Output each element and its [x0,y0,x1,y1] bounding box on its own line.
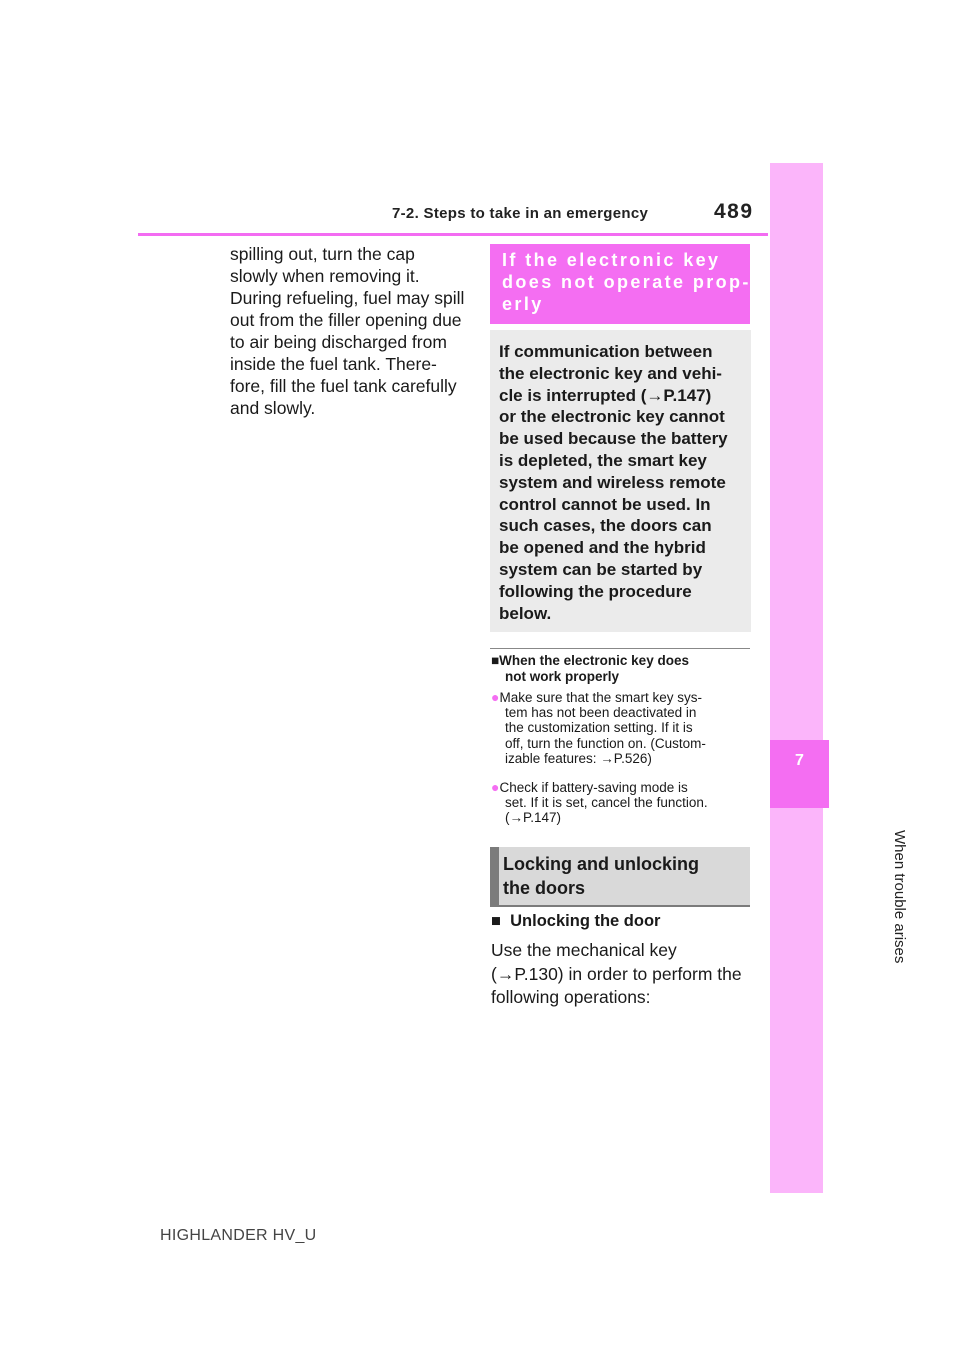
subsection-heading [503,852,743,900]
bullet-line: ●Check if battery-saving mode is [491,779,688,795]
note-heading-line: ■When the electronic key does [491,653,689,668]
note-bullet [491,690,751,766]
text-line: (→P.130) in order to perform the [491,963,742,984]
text-line: During refueling, fuel may spill [230,288,465,308]
bullet-line: the customization setting. If it is [505,720,693,736]
circle-bullet-icon: ● [491,779,500,795]
text-line: spilling out, turn the cap [230,244,415,264]
text-line: to air being discharged from [230,332,447,352]
note-divider [490,648,750,649]
text-line: If communication between [499,342,713,361]
text-line: be used because the battery [499,429,728,449]
text-line: slowly when removing it. [230,266,420,286]
bullet-line: set. If it is set, cancel the function. [505,795,708,811]
text-line: following operations: [491,987,651,1007]
square-bullet-icon: ■ [491,653,500,668]
heading-line: If the electronic key [502,250,721,270]
bullet-line: tem has not been deactivated in [505,705,697,721]
subsection-heading-bar [490,847,499,907]
chapter-number-tab [770,740,829,808]
heading-line: Locking and unlocking [503,854,700,874]
text-line: Use the mechanical key [491,940,677,960]
note-bullet [491,780,751,826]
text-line: following the procedure [499,581,692,601]
bullet-line: ●Make sure that the smart key sys- [491,689,703,705]
heading-line: erly [502,294,544,314]
heading-line: does not operate prop- [502,272,751,292]
chapter-side-strip [770,163,823,1193]
chapter-title: When trouble arises [891,830,908,964]
note-heading-line: not work properly [505,668,620,684]
heading-line: the doors [503,878,586,898]
page-number: 489 [714,200,754,223]
text-line: and slowly. [230,398,316,418]
footer-model: HIGHLANDER HV_U [160,1227,317,1244]
bullet-line: (→P.147) [505,810,562,826]
text-line: system and wireless remote [499,472,726,492]
section-title: 7-2. Steps to take in an emergency [392,205,649,222]
text-line: below. [499,603,552,623]
text-line: system can be started by [499,559,703,579]
chapter-number: 7 [795,752,804,769]
text-line: control cannot be used. In [499,494,711,514]
square-bullet-icon: ■ [491,912,501,930]
section-heading [502,249,752,315]
text-line: or the electronic key cannot [499,407,725,427]
bullet-line: off, turn the function on. (Custom- [505,735,706,751]
bullet-line: izable features: →P.526) [505,750,652,766]
intro-text [499,341,749,624]
item-heading: ■ Unlocking the door [491,912,661,930]
text-line: such cases, the doors can [499,516,712,536]
text-line: cle is interrupted (→P.147) [499,385,712,405]
text-line: be opened and the hybrid [499,538,706,558]
header-rule [138,233,768,236]
note-heading [491,653,751,684]
text-line: out from the filler opening due [230,310,462,330]
text-line: is depleted, the smart key [499,450,707,470]
left-paragraph [230,243,470,419]
item-paragraph [491,939,761,1010]
text-line: fore, fill the fuel tank carefully [230,376,457,396]
text-line: the electronic key and vehi- [499,363,722,383]
text-line: inside the fuel tank. There- [230,354,437,374]
circle-bullet-icon: ● [491,689,500,705]
